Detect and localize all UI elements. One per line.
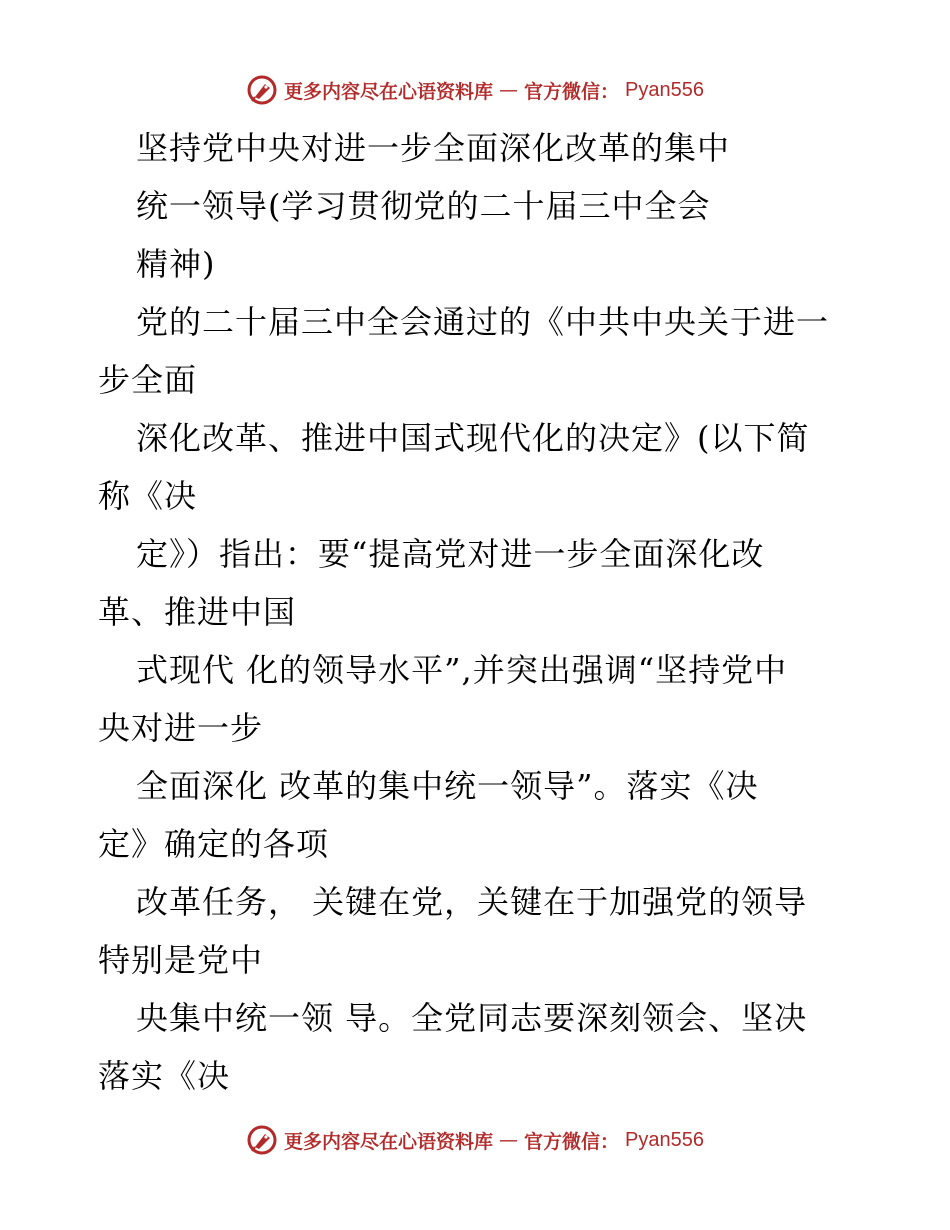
text-line: 央对进一步 [98,709,264,747]
watermark-handle: Pyan556 [625,78,704,101]
text-line: 定》确定的各项 [98,825,330,863]
text-line: 定》）指出：要“提高党对进一步全面深化改 [136,535,765,573]
watermark-separator: — [499,1129,519,1151]
pen-nib-logo-icon [246,74,278,106]
text-line: 特别是党中 [98,941,264,979]
text-line: 步全面 [98,361,198,399]
pen-nib-logo-icon [246,1124,278,1156]
text-line: 精神) [136,245,216,283]
text-line: 坚持党中央对进一步全面深化改革的集中 [136,129,731,167]
text-line: 革、推进中国 [98,593,297,631]
text-line: 党的二十届三中全会通过的《中共中央关于进一 [136,303,830,341]
text-line: 全面深化 改革的集中统一领导”。落实《决 [136,767,759,805]
text-line: 深化改革、推进中国式现代化的决定》(以下简 [136,419,810,457]
watermark-site-text: 更多内容尽在心语资料库 [284,80,494,103]
text-line: 改革任务， 关键在党，关键在于加强党的领导 [136,883,808,921]
watermark-wechat-label: 官方微信： [524,80,620,103]
footer-watermark [0,1122,950,1158]
watermark-handle: Pyan556 [625,1128,704,1151]
watermark-separator: — [499,79,519,101]
text-line: 央集中统一领 导。全党同志要深刻领会、坚决 [136,999,808,1037]
text-line: 落实《决 [98,1057,231,1095]
text-line: 式现代 化的领导水平”,并突出强调“坚持党中 [136,651,788,689]
watermark-site-text: 更多内容尽在心语资料库 [284,1130,494,1153]
header-watermark [0,72,950,108]
text-line: 称《决 [98,477,198,515]
text-line: 统一领导(学习贯彻党的二十届三中全会 [136,187,711,225]
watermark-wechat-label: 官方微信： [524,1130,620,1153]
